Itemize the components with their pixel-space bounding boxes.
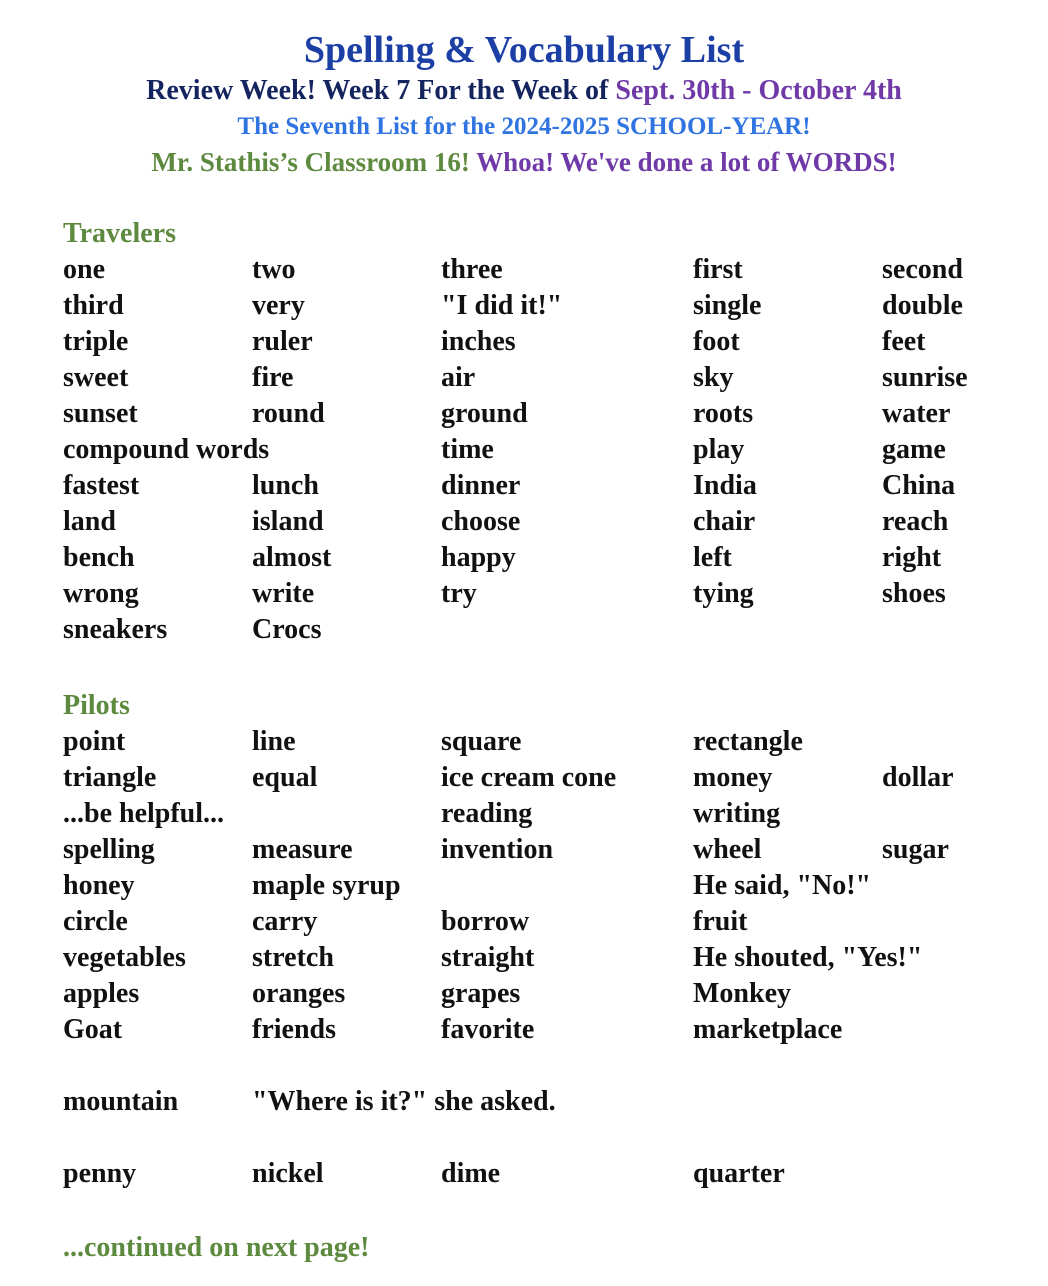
vocab-word: vegetables xyxy=(63,942,186,973)
vocab-word: line xyxy=(252,726,296,757)
vocab-word: India xyxy=(693,470,757,501)
vocab-word: compound words xyxy=(63,434,270,465)
vocab-word: single xyxy=(693,290,762,321)
vocab-word: ground xyxy=(441,398,528,429)
vocab-word: marketplace xyxy=(693,1014,843,1045)
word-row xyxy=(63,397,1033,433)
vocab-word: dinner xyxy=(441,470,521,501)
vocab-word: straight xyxy=(441,942,535,973)
vocab-word: Crocs xyxy=(252,614,322,645)
school-year-line: The Seventh List for the 2024-2025 SCHOOL-YEAR! xyxy=(237,113,811,140)
vocab-word: lunch xyxy=(252,470,319,501)
vocab-word: favorite xyxy=(441,1014,535,1045)
vocab-word: reach xyxy=(882,506,949,537)
vocab-word: equal xyxy=(252,762,318,793)
page-title: Spelling & Vocabulary List xyxy=(303,29,745,71)
word-row xyxy=(63,469,1033,505)
vocab-word: sweet xyxy=(63,362,129,393)
vocab-word: nickel xyxy=(252,1158,324,1189)
word-row xyxy=(63,361,1033,397)
vocab-word: fire xyxy=(252,362,294,393)
classroom-line xyxy=(0,146,1048,179)
vocab-word: try xyxy=(441,578,477,609)
word-grid-travelers xyxy=(63,253,1033,649)
vocab-word: triple xyxy=(63,326,129,357)
section-title-travelers: Travelers xyxy=(63,218,176,249)
vocab-word: very xyxy=(252,290,305,321)
vocab-word: wrong xyxy=(63,578,139,609)
vocab-word: dime xyxy=(441,1158,501,1189)
vocab-word: one xyxy=(63,254,105,285)
vocab-word: stretch xyxy=(252,942,334,973)
vocab-word: sky xyxy=(693,362,734,393)
word-row xyxy=(63,505,1033,541)
vocab-word: first xyxy=(693,254,743,285)
vocab-word: roots xyxy=(693,398,754,429)
vocab-word: chair xyxy=(693,506,756,537)
word-row xyxy=(63,905,1033,941)
classroom-name: Mr. Stathis’s Classroom 16! xyxy=(151,147,477,177)
vocab-word: sneakers xyxy=(63,614,168,645)
vocab-word: square xyxy=(441,726,522,757)
vocab-word: right xyxy=(882,542,942,573)
vocab-word: land xyxy=(63,506,116,537)
vocab-word: game xyxy=(882,434,946,465)
vocab-word: inches xyxy=(441,326,516,357)
word-row xyxy=(63,433,1033,469)
vocab-word: round xyxy=(252,398,325,429)
vocab-word: sugar xyxy=(882,834,949,865)
vocab-word: sunset xyxy=(63,398,138,429)
word-row xyxy=(63,761,1033,797)
vocab-word: penny xyxy=(63,1158,137,1189)
vocab-word: ruler xyxy=(252,326,313,357)
word-row xyxy=(63,253,1033,289)
vocab-word: friends xyxy=(252,1014,336,1045)
vocab-word: bench xyxy=(63,542,135,573)
vocab-word: He shouted, "Yes!" xyxy=(693,942,923,973)
vocab-word: reading xyxy=(441,798,533,829)
vocab-word: two xyxy=(252,254,296,285)
vocab-word: mountain xyxy=(63,1086,179,1117)
word-row xyxy=(63,833,1033,869)
words-exclamation: Whoa! We've done a lot of WORDS! xyxy=(476,147,897,177)
vocab-word: dollar xyxy=(882,762,954,793)
vocab-word: happy xyxy=(441,542,516,573)
word-row xyxy=(63,1013,1033,1049)
vocab-word: measure xyxy=(252,834,353,865)
vocab-word: money xyxy=(693,762,773,793)
word-row xyxy=(63,1049,1033,1085)
vocab-word: fruit xyxy=(693,906,748,937)
word-row xyxy=(63,977,1033,1013)
word-row xyxy=(63,797,1033,833)
vocab-word: sunrise xyxy=(882,362,968,393)
vocab-word: island xyxy=(252,506,324,537)
vocab-word: invention xyxy=(441,834,554,865)
vocab-word: fastest xyxy=(63,470,140,501)
vocab-word: feet xyxy=(882,326,926,357)
vocab-word: carry xyxy=(252,906,318,937)
vocab-word: ...be helpful... xyxy=(63,798,225,829)
vocab-word: apples xyxy=(63,978,140,1009)
vocab-word: grapes xyxy=(441,978,521,1009)
continued-note: ...continued on next page! xyxy=(63,1232,370,1263)
word-grid-pilots xyxy=(63,725,1033,1193)
vocab-word: choose xyxy=(441,506,521,537)
vocab-word: play xyxy=(693,434,745,465)
word-row xyxy=(63,577,1033,613)
word-row xyxy=(63,613,1033,649)
vocab-word: almost xyxy=(252,542,332,573)
vocab-word: water xyxy=(882,398,951,429)
vocab-word: writing xyxy=(693,798,781,829)
vocab-word: time xyxy=(441,434,494,465)
vocab-word: borrow xyxy=(441,906,530,937)
word-row xyxy=(63,541,1033,577)
vocab-word: three xyxy=(441,254,503,285)
word-row xyxy=(63,289,1033,325)
word-row xyxy=(63,1121,1033,1157)
vocab-word: third xyxy=(63,290,124,321)
word-row xyxy=(63,941,1033,977)
vocab-word: rectangle xyxy=(693,726,803,757)
vocab-word: maple syrup xyxy=(252,870,401,901)
vocab-word: tying xyxy=(693,578,754,609)
vocab-word: China xyxy=(882,470,956,501)
week-label: Review Week! Week 7 For the Week of xyxy=(146,75,616,106)
vocab-word: write xyxy=(252,578,315,609)
vocab-word: double xyxy=(882,290,963,321)
vocab-word: Monkey xyxy=(693,978,791,1009)
vocab-word: foot xyxy=(693,326,740,357)
vocab-word: air xyxy=(441,362,476,393)
word-row xyxy=(63,325,1033,361)
vocab-word: oranges xyxy=(252,978,346,1009)
word-row xyxy=(63,1085,1033,1121)
vocab-word: triangle xyxy=(63,762,157,793)
vocab-word: spelling xyxy=(63,834,155,865)
word-row xyxy=(63,869,1033,905)
week-line xyxy=(0,74,1048,108)
vocab-word: He said, "No!" xyxy=(693,870,872,901)
vocab-word: "Where is it?" she asked. xyxy=(252,1086,556,1117)
vocab-word: left xyxy=(693,542,732,573)
vocab-word: honey xyxy=(63,870,135,901)
vocab-word: quarter xyxy=(693,1158,785,1189)
vocab-word: ice cream cone xyxy=(441,762,617,793)
vocab-word: Goat xyxy=(63,1014,123,1045)
week-dates: Sept. 30th - October 4th xyxy=(615,75,902,106)
section-title-pilots: Pilots xyxy=(63,690,130,721)
vocab-word: point xyxy=(63,726,126,757)
word-row xyxy=(63,1157,1033,1193)
vocab-word: second xyxy=(882,254,963,285)
vocab-word: wheel xyxy=(693,834,762,865)
word-row xyxy=(63,725,1033,761)
vocab-word: shoes xyxy=(882,578,946,609)
vocab-word: "I did it!" xyxy=(441,290,563,321)
vocab-word: circle xyxy=(63,906,128,937)
